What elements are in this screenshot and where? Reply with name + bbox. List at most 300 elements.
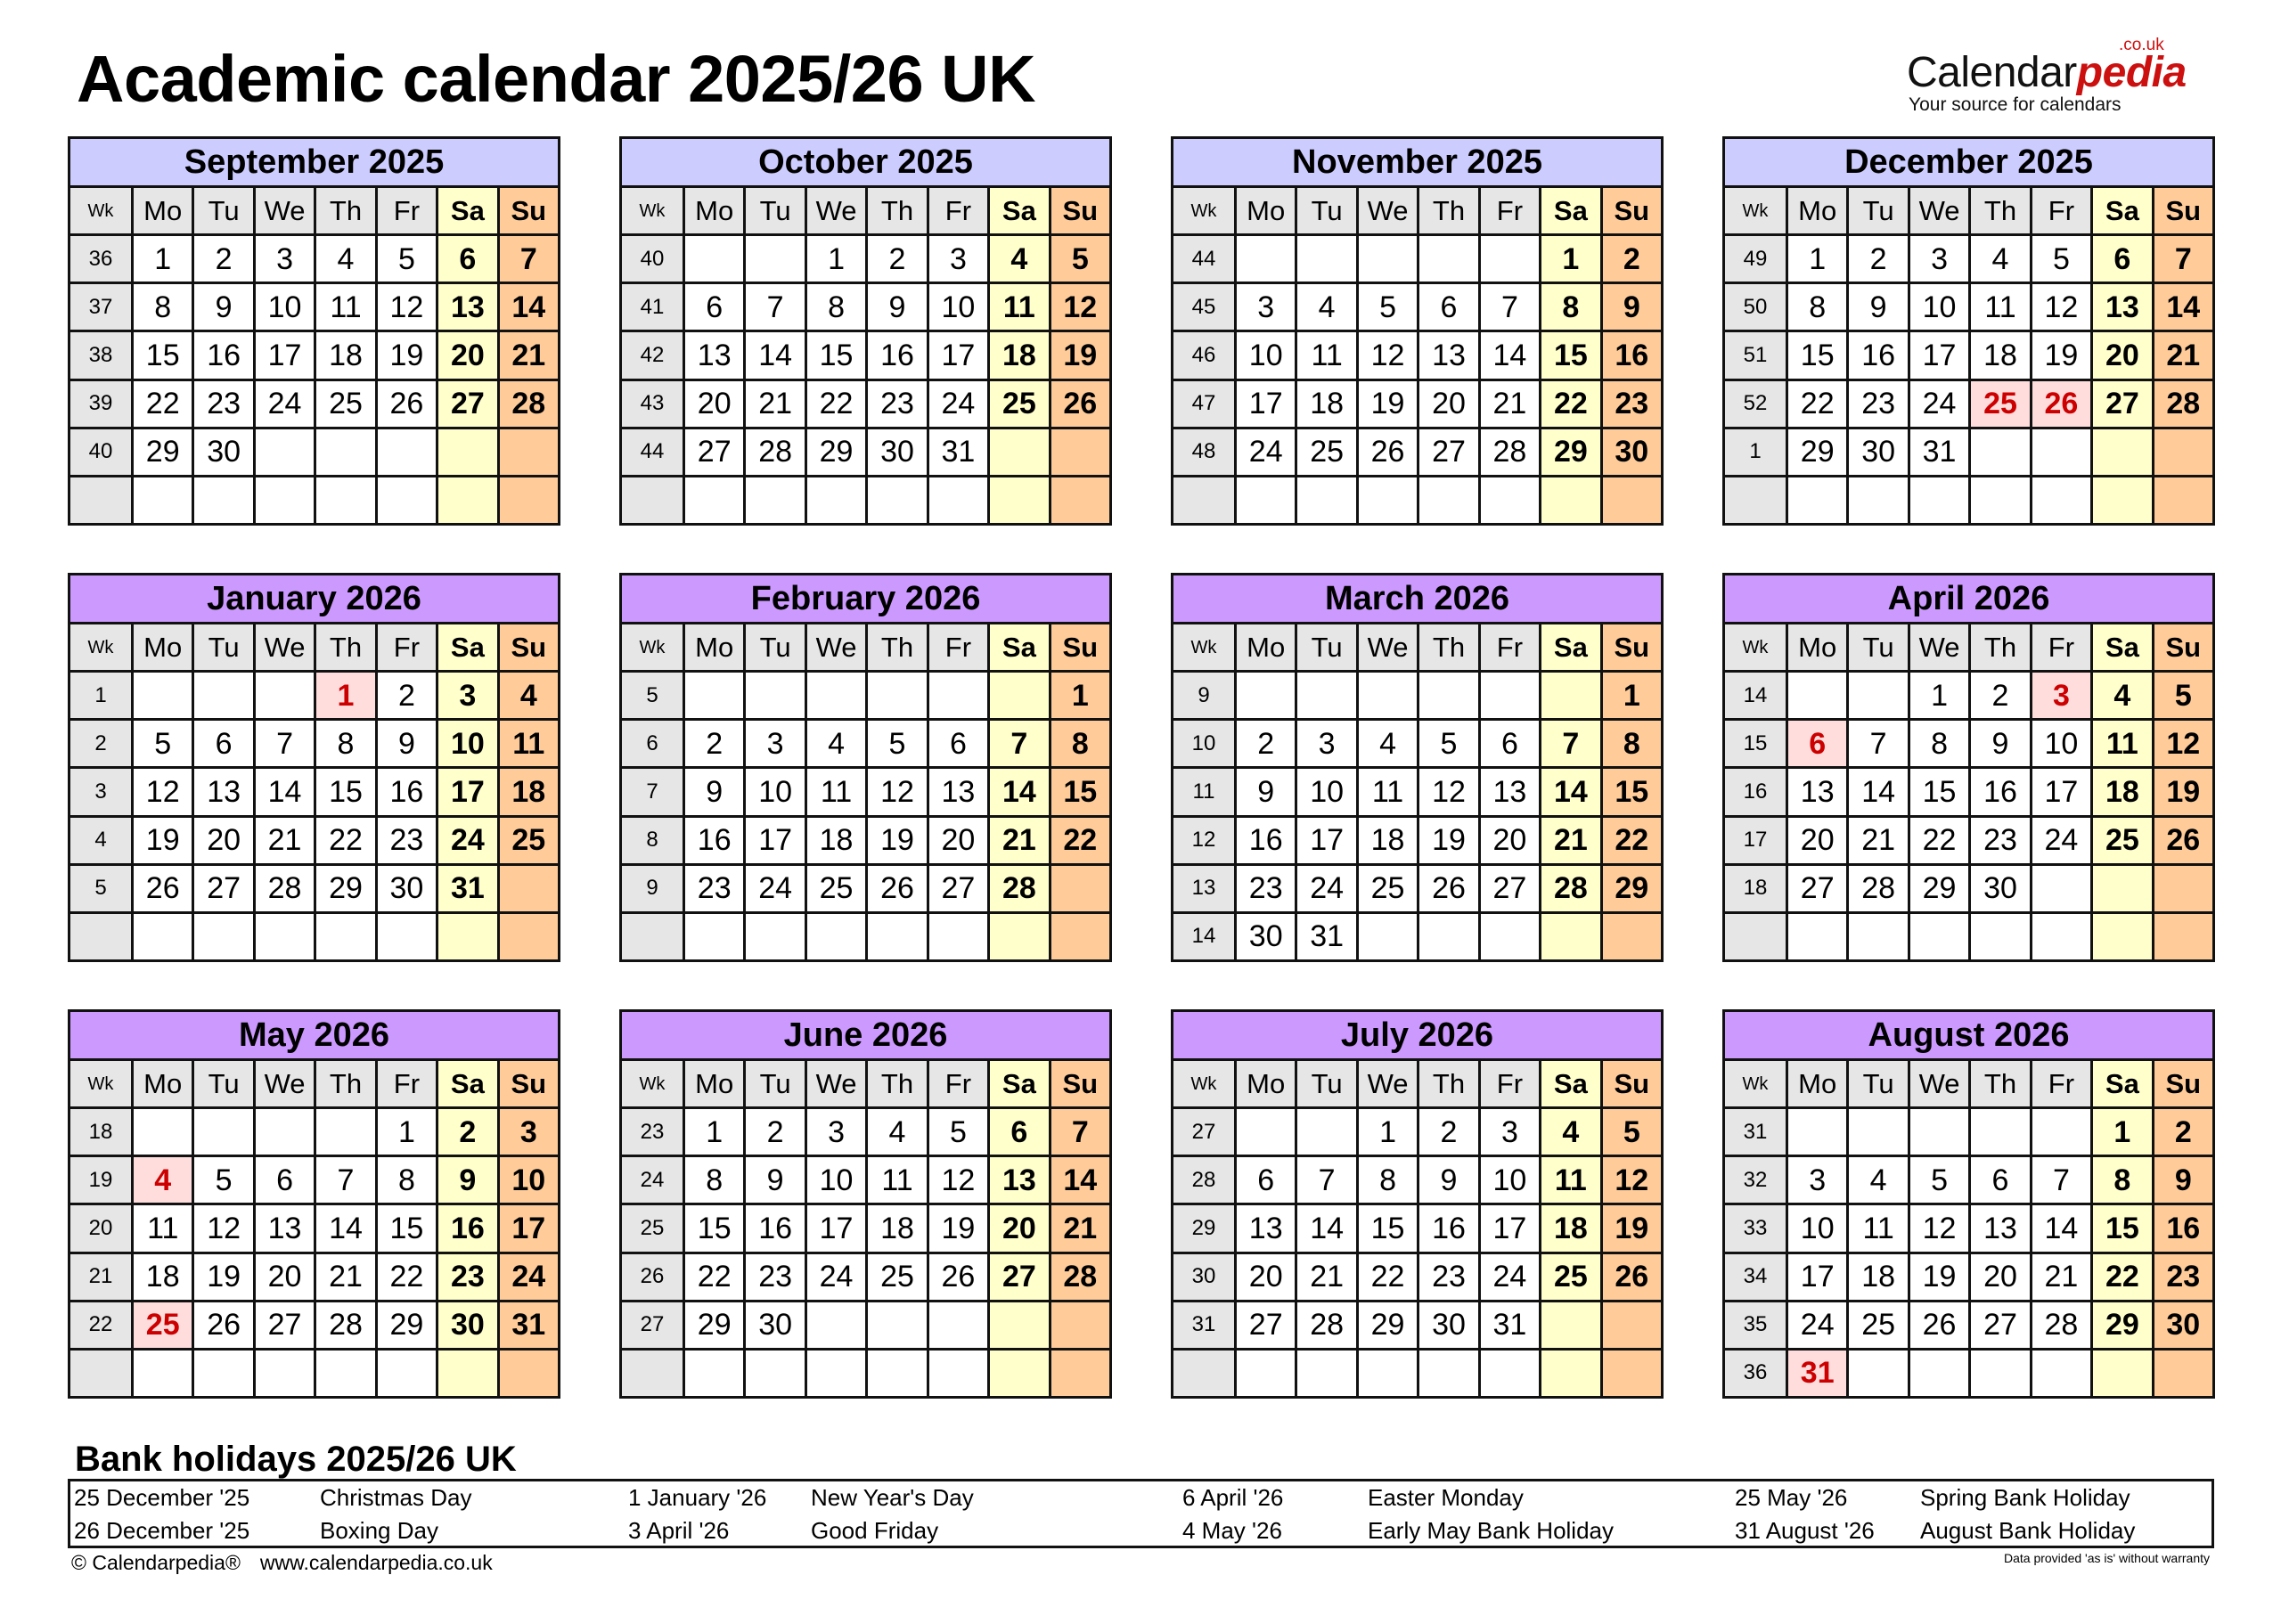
day-cell[interactable]: 12 [929, 1157, 987, 1203]
day-cell[interactable]: 19 [1910, 1254, 1968, 1300]
day-cell[interactable]: 12 [868, 769, 926, 814]
day-cell[interactable]: 25 [500, 818, 558, 863]
day-cell[interactable]: 18 [2093, 769, 2151, 814]
day-cell[interactable]: 5 [868, 721, 926, 766]
day-cell[interactable]: 31 [1481, 1302, 1539, 1348]
day-cell[interactable]: 17 [2032, 769, 2090, 814]
day-cell[interactable]: 21 [1849, 818, 1907, 863]
day-cell[interactable]: 5 [1603, 1109, 1661, 1155]
day-cell[interactable]: 19 [378, 332, 436, 378]
day-cell[interactable]: 12 [134, 769, 192, 814]
day-cell[interactable]: 30 [1237, 914, 1295, 959]
day-cell[interactable]: 8 [1541, 284, 1599, 330]
day-cell[interactable]: 9 [868, 284, 926, 330]
day-cell[interactable]: 24 [2032, 818, 2090, 863]
day-cell[interactable]: 13 [929, 769, 987, 814]
day-cell[interactable]: 23 [194, 381, 252, 427]
day-cell[interactable]: 13 [194, 769, 252, 814]
day-cell[interactable]: 3 [500, 1109, 558, 1155]
day-cell[interactable]: 10 [1297, 769, 1355, 814]
day-cell[interactable]: 28 [990, 866, 1048, 911]
day-cell[interactable]: 3 [1910, 236, 1968, 282]
day-cell[interactable]: 27 [438, 381, 496, 427]
day-cell[interactable]: 22 [378, 1254, 436, 1300]
day-cell[interactable]: 7 [1849, 721, 1907, 766]
day-cell[interactable]: 8 [134, 284, 192, 330]
day-cell[interactable]: 21 [2154, 332, 2212, 378]
day-cell[interactable]: 24 [1910, 381, 1968, 427]
day-cell[interactable]: 12 [2154, 721, 2212, 766]
day-cell[interactable]: 9 [1419, 1157, 1477, 1203]
day-cell[interactable]: 6 [1237, 1157, 1295, 1203]
day-cell[interactable]: 4 [1541, 1109, 1599, 1155]
day-cell[interactable]: 18 [807, 818, 865, 863]
day-cell[interactable]: 5 [194, 1157, 252, 1203]
day-cell[interactable]: 24 [1481, 1254, 1539, 1300]
day-cell[interactable]: 27 [990, 1254, 1048, 1300]
day-cell[interactable]: 3 [1297, 721, 1355, 766]
day-cell[interactable]: 17 [929, 332, 987, 378]
day-cell[interactable]: 2 [868, 236, 926, 282]
day-cell[interactable]: 30 [1419, 1302, 1477, 1348]
day-cell[interactable]: 6 [1481, 721, 1539, 766]
day-cell[interactable]: 17 [1481, 1205, 1539, 1251]
day-cell[interactable]: 11 [1849, 1205, 1907, 1251]
day-cell[interactable]: 13 [990, 1157, 1048, 1203]
day-cell[interactable]: 23 [438, 1254, 496, 1300]
day-cell[interactable]: 2 [746, 1109, 804, 1155]
day-cell[interactable]: 28 [1051, 1254, 1109, 1300]
day-cell-holiday[interactable]: 1 [316, 673, 374, 718]
day-cell[interactable]: 4 [1971, 236, 2029, 282]
day-cell[interactable]: 11 [1297, 332, 1355, 378]
day-cell[interactable]: 9 [438, 1157, 496, 1203]
day-cell[interactable]: 19 [1603, 1205, 1661, 1251]
day-cell[interactable]: 10 [1237, 332, 1295, 378]
day-cell[interactable]: 4 [868, 1109, 926, 1155]
day-cell[interactable]: 26 [868, 866, 926, 911]
day-cell[interactable]: 1 [685, 1109, 743, 1155]
day-cell[interactable]: 1 [807, 236, 865, 282]
day-cell[interactable]: 10 [746, 769, 804, 814]
day-cell[interactable]: 25 [868, 1254, 926, 1300]
day-cell[interactable]: 14 [256, 769, 314, 814]
day-cell[interactable]: 19 [868, 818, 926, 863]
day-cell[interactable]: 11 [1541, 1157, 1599, 1203]
day-cell[interactable]: 14 [2032, 1205, 2090, 1251]
day-cell[interactable]: 26 [134, 866, 192, 911]
day-cell[interactable]: 30 [868, 429, 926, 475]
day-cell[interactable]: 12 [1051, 284, 1109, 330]
day-cell[interactable]: 23 [685, 866, 743, 911]
day-cell[interactable]: 22 [134, 381, 192, 427]
day-cell[interactable]: 25 [1297, 429, 1355, 475]
day-cell[interactable]: 28 [500, 381, 558, 427]
day-cell[interactable]: 1 [1603, 673, 1661, 718]
day-cell[interactable]: 16 [2154, 1205, 2212, 1251]
day-cell[interactable]: 8 [1603, 721, 1661, 766]
day-cell[interactable]: 9 [746, 1157, 804, 1203]
day-cell[interactable]: 15 [1910, 769, 1968, 814]
day-cell[interactable]: 18 [990, 332, 1048, 378]
day-cell[interactable]: 3 [807, 1109, 865, 1155]
day-cell[interactable]: 14 [2154, 284, 2212, 330]
day-cell[interactable]: 19 [1051, 332, 1109, 378]
day-cell[interactable]: 14 [1849, 769, 1907, 814]
day-cell[interactable]: 29 [685, 1302, 743, 1348]
day-cell[interactable]: 26 [1910, 1302, 1968, 1348]
day-cell[interactable]: 5 [378, 236, 436, 282]
day-cell[interactable]: 21 [746, 381, 804, 427]
day-cell[interactable]: 16 [746, 1205, 804, 1251]
day-cell[interactable]: 7 [500, 236, 558, 282]
day-cell[interactable]: 3 [1237, 284, 1295, 330]
day-cell[interactable]: 3 [746, 721, 804, 766]
day-cell[interactable]: 5 [1419, 721, 1477, 766]
website-link[interactable]: www.calendarpedia.co.uk [259, 1551, 493, 1574]
day-cell[interactable]: 18 [1971, 332, 2029, 378]
day-cell[interactable]: 6 [1419, 284, 1477, 330]
day-cell[interactable]: 2 [1237, 721, 1295, 766]
day-cell[interactable]: 7 [1481, 284, 1539, 330]
day-cell[interactable]: 16 [868, 332, 926, 378]
day-cell[interactable]: 6 [2093, 236, 2151, 282]
day-cell[interactable]: 22 [2093, 1254, 2151, 1300]
day-cell[interactable]: 30 [378, 866, 436, 911]
day-cell[interactable]: 27 [685, 429, 743, 475]
day-cell[interactable]: 27 [194, 866, 252, 911]
day-cell[interactable]: 1 [2093, 1109, 2151, 1155]
day-cell[interactable]: 26 [378, 381, 436, 427]
day-cell[interactable]: 3 [438, 673, 496, 718]
day-cell[interactable]: 6 [929, 721, 987, 766]
day-cell[interactable]: 15 [1051, 769, 1109, 814]
day-cell[interactable]: 5 [1910, 1157, 1968, 1203]
day-cell[interactable]: 4 [2093, 673, 2151, 718]
day-cell[interactable]: 19 [2154, 769, 2212, 814]
day-cell[interactable]: 23 [1603, 381, 1661, 427]
day-cell[interactable]: 7 [2032, 1157, 2090, 1203]
day-cell[interactable]: 7 [1051, 1109, 1109, 1155]
day-cell[interactable]: 21 [990, 818, 1048, 863]
day-cell[interactable]: 20 [1237, 1254, 1295, 1300]
day-cell[interactable]: 19 [1359, 381, 1417, 427]
day-cell[interactable]: 22 [1051, 818, 1109, 863]
day-cell[interactable]: 24 [256, 381, 314, 427]
day-cell[interactable]: 17 [746, 818, 804, 863]
day-cell[interactable]: 20 [1419, 381, 1477, 427]
day-cell[interactable]: 15 [1359, 1205, 1417, 1251]
day-cell[interactable]: 14 [1297, 1205, 1355, 1251]
day-cell[interactable]: 21 [1541, 818, 1599, 863]
day-cell[interactable]: 20 [1788, 818, 1846, 863]
day-cell[interactable]: 8 [2093, 1157, 2151, 1203]
day-cell[interactable]: 15 [685, 1205, 743, 1251]
day-cell[interactable]: 10 [1481, 1157, 1539, 1203]
day-cell[interactable]: 11 [316, 284, 374, 330]
day-cell[interactable]: 26 [1419, 866, 1477, 911]
day-cell[interactable]: 4 [500, 673, 558, 718]
day-cell[interactable]: 11 [2093, 721, 2151, 766]
day-cell-holiday[interactable]: 6 [1788, 721, 1846, 766]
day-cell[interactable]: 25 [2093, 818, 2151, 863]
day-cell[interactable]: 19 [929, 1205, 987, 1251]
day-cell[interactable]: 13 [438, 284, 496, 330]
day-cell[interactable]: 21 [316, 1254, 374, 1300]
day-cell[interactable]: 14 [316, 1205, 374, 1251]
day-cell[interactable]: 20 [929, 818, 987, 863]
day-cell[interactable]: 13 [1971, 1205, 2029, 1251]
day-cell-holiday[interactable]: 25 [134, 1302, 192, 1348]
day-cell[interactable]: 9 [1849, 284, 1907, 330]
day-cell[interactable]: 23 [1849, 381, 1907, 427]
day-cell[interactable]: 29 [1541, 429, 1599, 475]
day-cell[interactable]: 12 [194, 1205, 252, 1251]
day-cell[interactable]: 18 [1541, 1205, 1599, 1251]
day-cell[interactable]: 9 [2154, 1157, 2212, 1203]
day-cell[interactable]: 15 [1541, 332, 1599, 378]
day-cell[interactable]: 20 [194, 818, 252, 863]
day-cell[interactable]: 12 [1910, 1205, 1968, 1251]
day-cell[interactable]: 28 [256, 866, 314, 911]
day-cell[interactable]: 18 [1849, 1254, 1907, 1300]
day-cell[interactable]: 13 [1481, 769, 1539, 814]
day-cell[interactable]: 19 [194, 1254, 252, 1300]
day-cell[interactable]: 14 [990, 769, 1048, 814]
day-cell[interactable]: 23 [1971, 818, 2029, 863]
day-cell[interactable]: 22 [1541, 381, 1599, 427]
day-cell[interactable]: 21 [2032, 1254, 2090, 1300]
day-cell[interactable]: 29 [1359, 1302, 1417, 1348]
day-cell[interactable]: 21 [500, 332, 558, 378]
day-cell[interactable]: 24 [1788, 1302, 1846, 1348]
day-cell[interactable]: 28 [2032, 1302, 2090, 1348]
day-cell[interactable]: 26 [2154, 818, 2212, 863]
day-cell[interactable]: 11 [868, 1157, 926, 1203]
day-cell[interactable]: 13 [256, 1205, 314, 1251]
day-cell[interactable]: 11 [134, 1205, 192, 1251]
day-cell[interactable]: 7 [316, 1157, 374, 1203]
day-cell[interactable]: 27 [1481, 866, 1539, 911]
day-cell[interactable]: 12 [1419, 769, 1477, 814]
day-cell[interactable]: 2 [1603, 236, 1661, 282]
day-cell[interactable]: 2 [685, 721, 743, 766]
day-cell[interactable]: 3 [1788, 1157, 1846, 1203]
day-cell[interactable]: 13 [1788, 769, 1846, 814]
day-cell[interactable]: 26 [1359, 429, 1417, 475]
day-cell[interactable]: 16 [1237, 818, 1295, 863]
day-cell[interactable]: 29 [316, 866, 374, 911]
day-cell[interactable]: 27 [1237, 1302, 1295, 1348]
day-cell[interactable]: 22 [807, 381, 865, 427]
day-cell[interactable]: 6 [256, 1157, 314, 1203]
day-cell[interactable]: 17 [438, 769, 496, 814]
day-cell[interactable]: 17 [500, 1205, 558, 1251]
day-cell[interactable]: 17 [807, 1205, 865, 1251]
day-cell[interactable]: 7 [1541, 721, 1599, 766]
day-cell[interactable]: 14 [1541, 769, 1599, 814]
day-cell[interactable]: 24 [1237, 429, 1295, 475]
day-cell[interactable]: 1 [1788, 236, 1846, 282]
day-cell[interactable]: 1 [1910, 673, 1968, 718]
day-cell[interactable]: 26 [1603, 1254, 1661, 1300]
day-cell[interactable]: 13 [1419, 332, 1477, 378]
day-cell[interactable]: 21 [1051, 1205, 1109, 1251]
day-cell[interactable]: 10 [438, 721, 496, 766]
day-cell[interactable]: 31 [438, 866, 496, 911]
day-cell[interactable]: 2 [378, 673, 436, 718]
day-cell[interactable]: 31 [1297, 914, 1355, 959]
day-cell[interactable]: 4 [1849, 1157, 1907, 1203]
day-cell[interactable]: 5 [1359, 284, 1417, 330]
day-cell[interactable]: 6 [685, 284, 743, 330]
day-cell[interactable]: 22 [1788, 381, 1846, 427]
day-cell-holiday[interactable]: 3 [2032, 673, 2090, 718]
day-cell-holiday[interactable]: 25 [1971, 381, 2029, 427]
day-cell[interactable]: 25 [1359, 866, 1417, 911]
day-cell[interactable]: 9 [1237, 769, 1295, 814]
day-cell[interactable]: 2 [1419, 1109, 1477, 1155]
day-cell[interactable]: 12 [1359, 332, 1417, 378]
day-cell[interactable]: 22 [316, 818, 374, 863]
day-cell[interactable]: 4 [316, 236, 374, 282]
day-cell[interactable]: 27 [1419, 429, 1477, 475]
day-cell[interactable]: 4 [1297, 284, 1355, 330]
day-cell[interactable]: 10 [929, 284, 987, 330]
day-cell[interactable]: 28 [1849, 866, 1907, 911]
day-cell[interactable]: 27 [2093, 381, 2151, 427]
day-cell[interactable]: 3 [1481, 1109, 1539, 1155]
day-cell[interactable]: 6 [438, 236, 496, 282]
day-cell[interactable]: 17 [256, 332, 314, 378]
day-cell[interactable]: 24 [500, 1254, 558, 1300]
day-cell[interactable]: 13 [685, 332, 743, 378]
day-cell[interactable]: 24 [929, 381, 987, 427]
day-cell[interactable]: 10 [807, 1157, 865, 1203]
day-cell[interactable]: 27 [1971, 1302, 2029, 1348]
day-cell[interactable]: 2 [1971, 673, 2029, 718]
day-cell[interactable]: 26 [1051, 381, 1109, 427]
day-cell[interactable]: 27 [1788, 866, 1846, 911]
day-cell[interactable]: 25 [316, 381, 374, 427]
day-cell[interactable]: 11 [1359, 769, 1417, 814]
day-cell[interactable]: 20 [1481, 818, 1539, 863]
day-cell[interactable]: 2 [438, 1109, 496, 1155]
day-cell[interactable]: 16 [685, 818, 743, 863]
day-cell[interactable]: 2 [1849, 236, 1907, 282]
day-cell[interactable]: 14 [1481, 332, 1539, 378]
day-cell[interactable]: 17 [1788, 1254, 1846, 1300]
day-cell[interactable]: 20 [256, 1254, 314, 1300]
day-cell[interactable]: 16 [1971, 769, 2029, 814]
day-cell[interactable]: 15 [2093, 1205, 2151, 1251]
day-cell[interactable]: 29 [2093, 1302, 2151, 1348]
day-cell[interactable]: 1 [1051, 673, 1109, 718]
day-cell[interactable]: 23 [746, 1254, 804, 1300]
day-cell[interactable]: 13 [2093, 284, 2151, 330]
day-cell[interactable]: 30 [438, 1302, 496, 1348]
day-cell[interactable]: 25 [807, 866, 865, 911]
day-cell[interactable]: 24 [1297, 866, 1355, 911]
day-cell[interactable]: 10 [2032, 721, 2090, 766]
day-cell[interactable]: 19 [2032, 332, 2090, 378]
day-cell[interactable]: 28 [1541, 866, 1599, 911]
day-cell[interactable]: 14 [500, 284, 558, 330]
day-cell[interactable]: 16 [438, 1205, 496, 1251]
day-cell[interactable]: 4 [990, 236, 1048, 282]
day-cell[interactable]: 9 [1603, 284, 1661, 330]
day-cell[interactable]: 15 [1603, 769, 1661, 814]
day-cell[interactable]: 25 [1849, 1302, 1907, 1348]
day-cell[interactable]: 9 [685, 769, 743, 814]
day-cell[interactable]: 28 [2154, 381, 2212, 427]
day-cell[interactable]: 20 [2093, 332, 2151, 378]
day-cell[interactable]: 16 [1603, 332, 1661, 378]
day-cell[interactable]: 29 [1788, 429, 1846, 475]
day-cell[interactable]: 1 [378, 1109, 436, 1155]
day-cell[interactable]: 12 [378, 284, 436, 330]
day-cell[interactable]: 16 [1419, 1205, 1477, 1251]
day-cell[interactable]: 18 [868, 1205, 926, 1251]
day-cell[interactable]: 1 [134, 236, 192, 282]
day-cell[interactable]: 22 [1910, 818, 1968, 863]
day-cell[interactable]: 26 [929, 1254, 987, 1300]
day-cell[interactable]: 12 [2032, 284, 2090, 330]
day-cell[interactable]: 5 [1051, 236, 1109, 282]
day-cell[interactable]: 13 [1237, 1205, 1295, 1251]
day-cell[interactable]: 18 [500, 769, 558, 814]
day-cell[interactable]: 11 [500, 721, 558, 766]
day-cell-holiday[interactable]: 31 [1788, 1351, 1846, 1396]
day-cell[interactable]: 25 [1541, 1254, 1599, 1300]
day-cell[interactable]: 22 [685, 1254, 743, 1300]
day-cell[interactable]: 21 [1297, 1254, 1355, 1300]
day-cell[interactable]: 15 [316, 769, 374, 814]
day-cell[interactable]: 2 [194, 236, 252, 282]
day-cell[interactable]: 14 [1051, 1157, 1109, 1203]
day-cell[interactable]: 5 [2154, 673, 2212, 718]
day-cell[interactable]: 31 [1910, 429, 1968, 475]
day-cell[interactable]: 11 [990, 284, 1048, 330]
day-cell[interactable]: 5 [2032, 236, 2090, 282]
day-cell[interactable]: 11 [1971, 284, 2029, 330]
day-cell[interactable]: 3 [256, 236, 314, 282]
day-cell[interactable]: 16 [194, 332, 252, 378]
day-cell[interactable]: 28 [1297, 1302, 1355, 1348]
day-cell[interactable]: 27 [256, 1302, 314, 1348]
day-cell[interactable]: 30 [1849, 429, 1907, 475]
day-cell[interactable]: 8 [1359, 1157, 1417, 1203]
day-cell[interactable]: 7 [2154, 236, 2212, 282]
day-cell[interactable]: 28 [1481, 429, 1539, 475]
day-cell[interactable]: 28 [316, 1302, 374, 1348]
day-cell[interactable]: 4 [807, 721, 865, 766]
day-cell[interactable]: 5 [134, 721, 192, 766]
day-cell[interactable]: 29 [1603, 866, 1661, 911]
day-cell[interactable]: 8 [685, 1157, 743, 1203]
calendarpedia-logo[interactable] [1907, 36, 2219, 125]
day-cell[interactable]: 19 [134, 818, 192, 863]
day-cell[interactable]: 24 [438, 818, 496, 863]
day-cell[interactable]: 16 [1849, 332, 1907, 378]
day-cell[interactable]: 10 [1788, 1205, 1846, 1251]
day-cell[interactable]: 21 [256, 818, 314, 863]
day-cell[interactable]: 19 [1419, 818, 1477, 863]
day-cell[interactable]: 6 [1971, 1157, 2029, 1203]
day-cell[interactable]: 11 [807, 769, 865, 814]
day-cell[interactable]: 30 [746, 1302, 804, 1348]
day-cell[interactable]: 20 [438, 332, 496, 378]
